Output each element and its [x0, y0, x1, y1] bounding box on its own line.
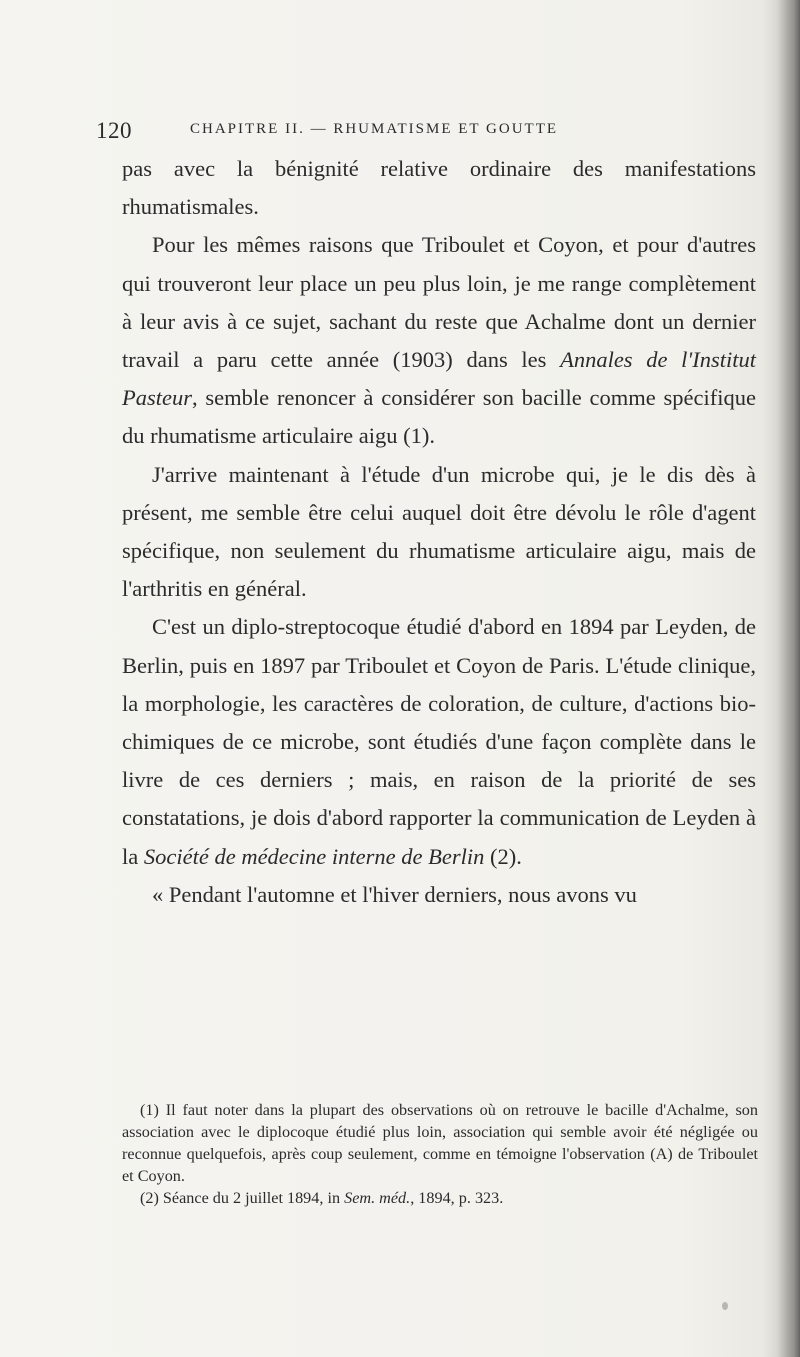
- page-header: [96, 118, 756, 148]
- footnote-1: (1) Il faut noter dans la plupart des observations où on retrouve le bacille d'Achalme, son association avec le diplocoque étudié plus loin, association qui semble avoir été négligée ou reconnue quelquefois, après coup seulement, comme en témoigne l'observation (A) de Triboulet et Coyon.: [122, 1101, 758, 1185]
- footnote-2-text-b: , 1894, p. 323.: [410, 1189, 504, 1207]
- journal-title-annales: Annales de l'Institut Pasteur: [122, 347, 756, 411]
- paragraph-2-text-a: Pour les mêmes raisons que Triboulet et Coyon, et pour d'autres qui trouveront leur place un peu plus loin, je me range complètement à leur avis à ce sujet, sachant du reste que Achalme dont un dernier travail a paru cette année (1903) dans les: [122, 232, 756, 373]
- paragraph-3: J'arrive maintenant à l'étude d'un microbe qui, je le dis dès à présent, me semble être celui auquel doit être dévolu le rôle d'agent spécifique, non seulement du rhumatisme articulaire aigu, mais de l'arthritis en général.: [122, 461, 756, 602]
- running-head: CHAPITRE II. — RHUMATISME ET GOUTTE: [190, 121, 559, 137]
- paragraph-1: pas avec la bénignité relative ordinaire des manifestations rhumatismales.: [122, 156, 756, 220]
- society-name-italic: Société de médecine interne de Berlin: [143, 843, 485, 869]
- body-text: [122, 150, 756, 914]
- paragraph-4-text-b: (2).: [484, 843, 522, 869]
- footnote-2-journal: Sem. méd.: [344, 1189, 411, 1207]
- paragraph-5: « Pendant l'automne et l'hiver derniers, nous avons vu: [152, 881, 637, 907]
- footnotes: [122, 1099, 758, 1209]
- paragraph-2: [122, 226, 756, 455]
- paragraph-4: [122, 608, 756, 875]
- paragraph-4-text-a: C'est un diplo-streptocoque étudié d'abord en 1894 par Leyden, de Berlin, puis en 1897 par Triboulet et Coyon de Paris. L'étude clinique, la morphologie, les caractères de coloration, de culture, d'actions bio-chimiques de ce microbe, sont étudiés d'une façon complète dans le livre de ces derniers ; mais, en raison de la priorité de ses constatations, je dois d'abord rapporter la communication de Leyden à la: [122, 614, 756, 869]
- page-number: 120: [96, 118, 132, 143]
- paragraph-2-text-b: , semble renoncer à considérer son bacille comme spécifique du rhumatisme articulaire aigu (1).: [122, 385, 756, 449]
- page-edge-shadow: [762, 0, 800, 1357]
- footnote-2: [122, 1187, 758, 1209]
- footnote-2-text-a: (2) Séance du 2 juillet 1894, in: [140, 1189, 345, 1207]
- ink-spot: [722, 1302, 728, 1310]
